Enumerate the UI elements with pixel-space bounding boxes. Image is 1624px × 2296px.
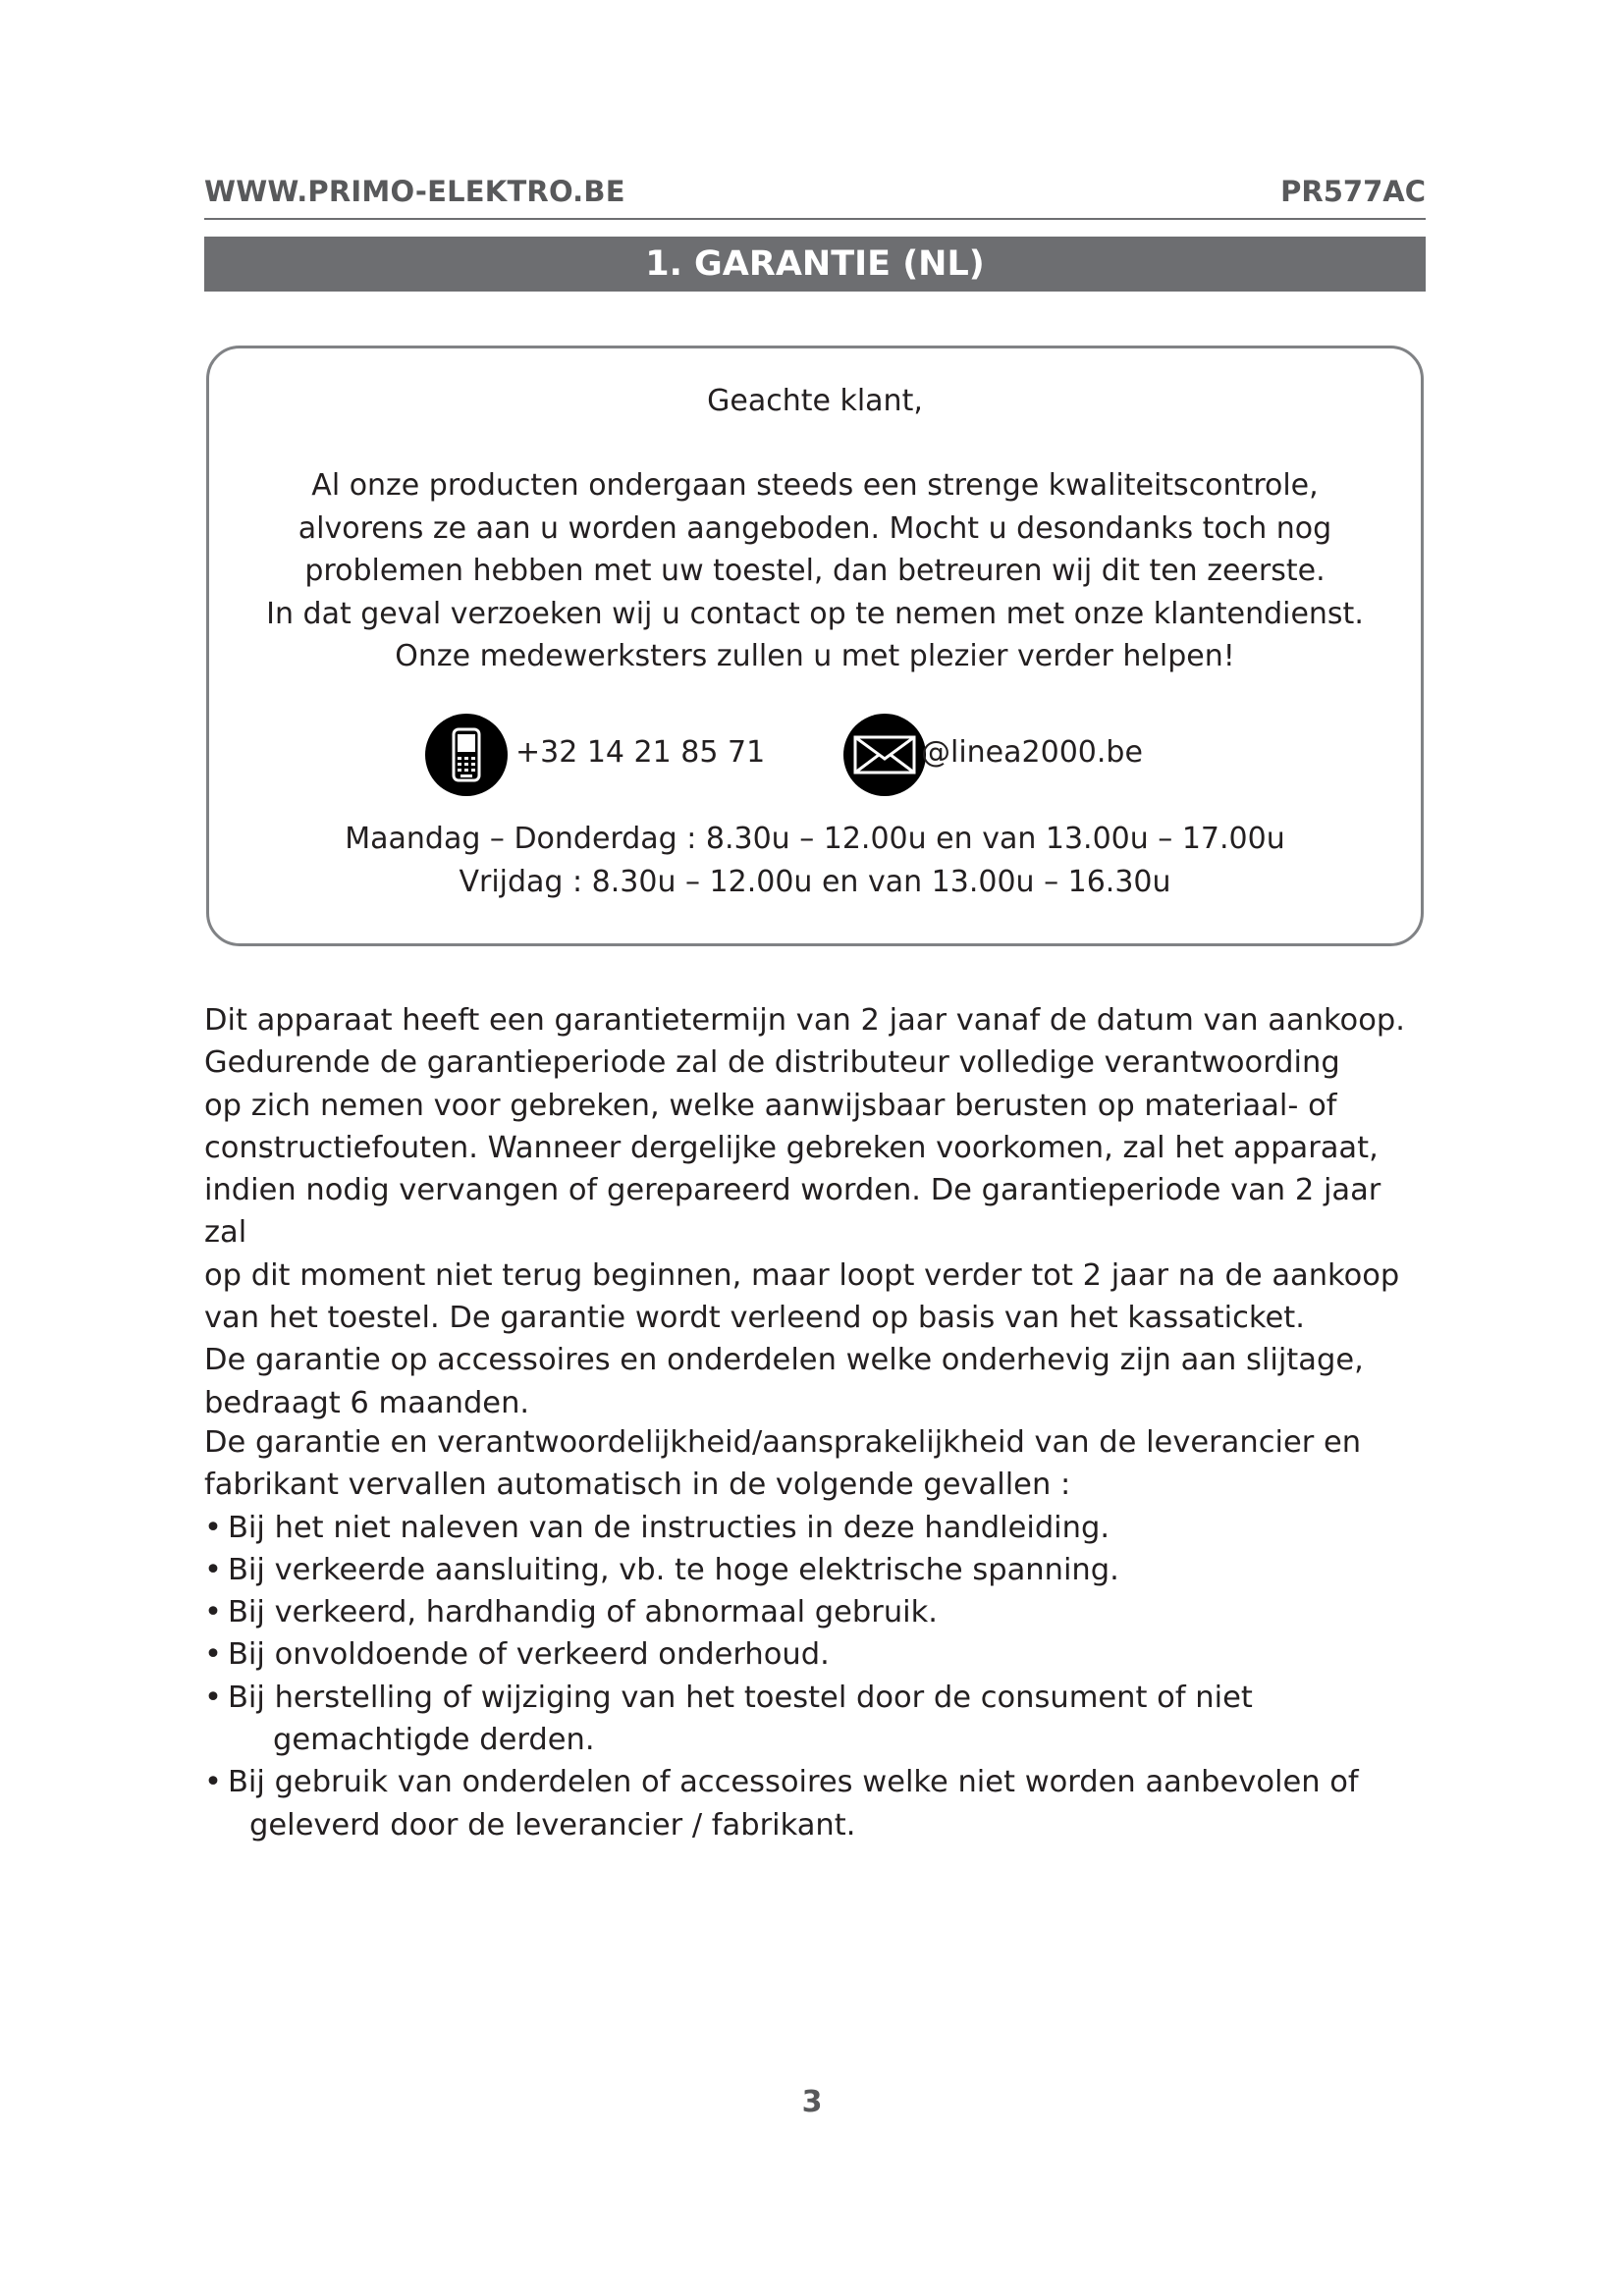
- page-header: [204, 175, 1426, 220]
- intro-line: problemen hebben met uw toestel, dan betreuren wij dit ten zeerste.: [304, 554, 1326, 588]
- phone-number: +32 14 21 85 71: [515, 735, 766, 770]
- paragraph-line: De garantie op accessoires en onderdelen welke onderhevig zijn aan slijtage,: [204, 1343, 1364, 1378]
- list-item: [204, 1591, 1432, 1633]
- intro-line: Onze medewerksters zullen u met plezier verder helpen!: [395, 639, 1235, 673]
- liability-intro-line: De garantie en verantwoordelijkheid/aansprakelijkheid van de leverancier en: [204, 1425, 1362, 1460]
- page-number: 3: [801, 2085, 823, 2119]
- phone-icon: [425, 714, 508, 796]
- liability-section: [204, 1421, 1432, 1846]
- customer-service-box: [206, 346, 1424, 946]
- exclusion-list: [204, 1507, 1432, 1846]
- list-item-text: Bij verkeerd, hardhandig of abnormaal gebruik.: [228, 1595, 938, 1630]
- bullet: •: [204, 1595, 222, 1630]
- paragraph-line: bedraagt 6 maanden.: [204, 1385, 530, 1420]
- paragraph-line: constructiefouten. Wanneer dergelijke gebreken voorkomen, zal het apparaat,: [204, 1130, 1379, 1165]
- list-item-text: Bij gebruik van onderdelen of accessoires welke niet worden aanbevolen of: [228, 1765, 1359, 1800]
- paragraph-line: indien nodig vervangen of gerepareerd worden. De garantieperiode van 2 jaar zal: [204, 1173, 1381, 1251]
- list-item-continuation: gemachtigde derden.: [273, 1723, 595, 1758]
- list-item: [204, 1549, 1432, 1591]
- list-item-text: Bij het niet naleven van de instructies in deze handleiding.: [228, 1510, 1110, 1545]
- list-item-text: Bij onvoldoende of verkeerd onderhoud.: [228, 1637, 830, 1673]
- list-item-text: Bij verkeerde aansluiting, vb. te hoge elektrische spanning.: [228, 1552, 1119, 1587]
- intro-line: In dat geval verzoeken wij u contact op te nemen met onze klantendienst.: [266, 596, 1364, 631]
- liability-intro-line: fabrikant vervallen automatisch in de volgende gevallen :: [204, 1468, 1071, 1503]
- bullet: •: [204, 1637, 222, 1673]
- paragraph-line: Dit apparaat heeft een garantietermijn van 2 jaar vanaf de datum van aankoop.: [204, 1003, 1405, 1038]
- paragraph-line: op zich nemen voor gebreken, welke aanwijsbaar berusten op materiaal- of: [204, 1088, 1337, 1123]
- paragraph-line: Gedurende de garantieperiode zal de distributeur volledige verantwoording: [204, 1045, 1340, 1081]
- bullet: •: [204, 1510, 222, 1545]
- opening-hours: [209, 818, 1421, 904]
- section-title: 1. GARANTIE (NL): [204, 237, 1426, 292]
- list-item: [204, 1677, 1432, 1762]
- list-item: [204, 1507, 1432, 1549]
- list-item: [204, 1761, 1432, 1846]
- intro-line: Al onze producten ondergaan steeds een strenge kwaliteitscontrole,: [311, 468, 1319, 503]
- bullet: •: [204, 1765, 222, 1800]
- intro-text: [239, 464, 1391, 678]
- list-item: [204, 1633, 1432, 1676]
- list-item-text: Bij herstelling of wijziging van het toestel door de consument of niet: [228, 1680, 1253, 1715]
- greeting: Geachte klant,: [707, 384, 923, 418]
- paragraph-line: op dit moment niet terug beginnen, maar loopt verder tot 2 jaar na de aankoop: [204, 1257, 1400, 1293]
- hours-friday: Vrijdag : 8.30u – 12.00u en van 13.00u – 16.30u: [459, 865, 1171, 899]
- bullet: •: [204, 1552, 222, 1587]
- warranty-paragraph: [204, 999, 1432, 1424]
- model-number: PR577AC: [1280, 175, 1426, 208]
- hours-weekdays: Maandag – Donderdag : 8.30u – 12.00u en van 13.00u – 17.00u: [345, 822, 1285, 856]
- intro-line: alvorens ze aan u worden aangeboden. Mocht u desondanks toch nog: [298, 510, 1332, 546]
- website-url: WWW.PRIMO-ELEKTRO.BE: [204, 175, 625, 208]
- mail-icon: [843, 714, 926, 796]
- list-item-continuation: geleverd door de leverancier / fabrikant.: [249, 1807, 856, 1842]
- paragraph-line: van het toestel. De garantie wordt verleend op basis van het kassaticket.: [204, 1301, 1305, 1336]
- email-address: @linea2000.be: [921, 735, 1143, 770]
- bullet: •: [204, 1680, 222, 1715]
